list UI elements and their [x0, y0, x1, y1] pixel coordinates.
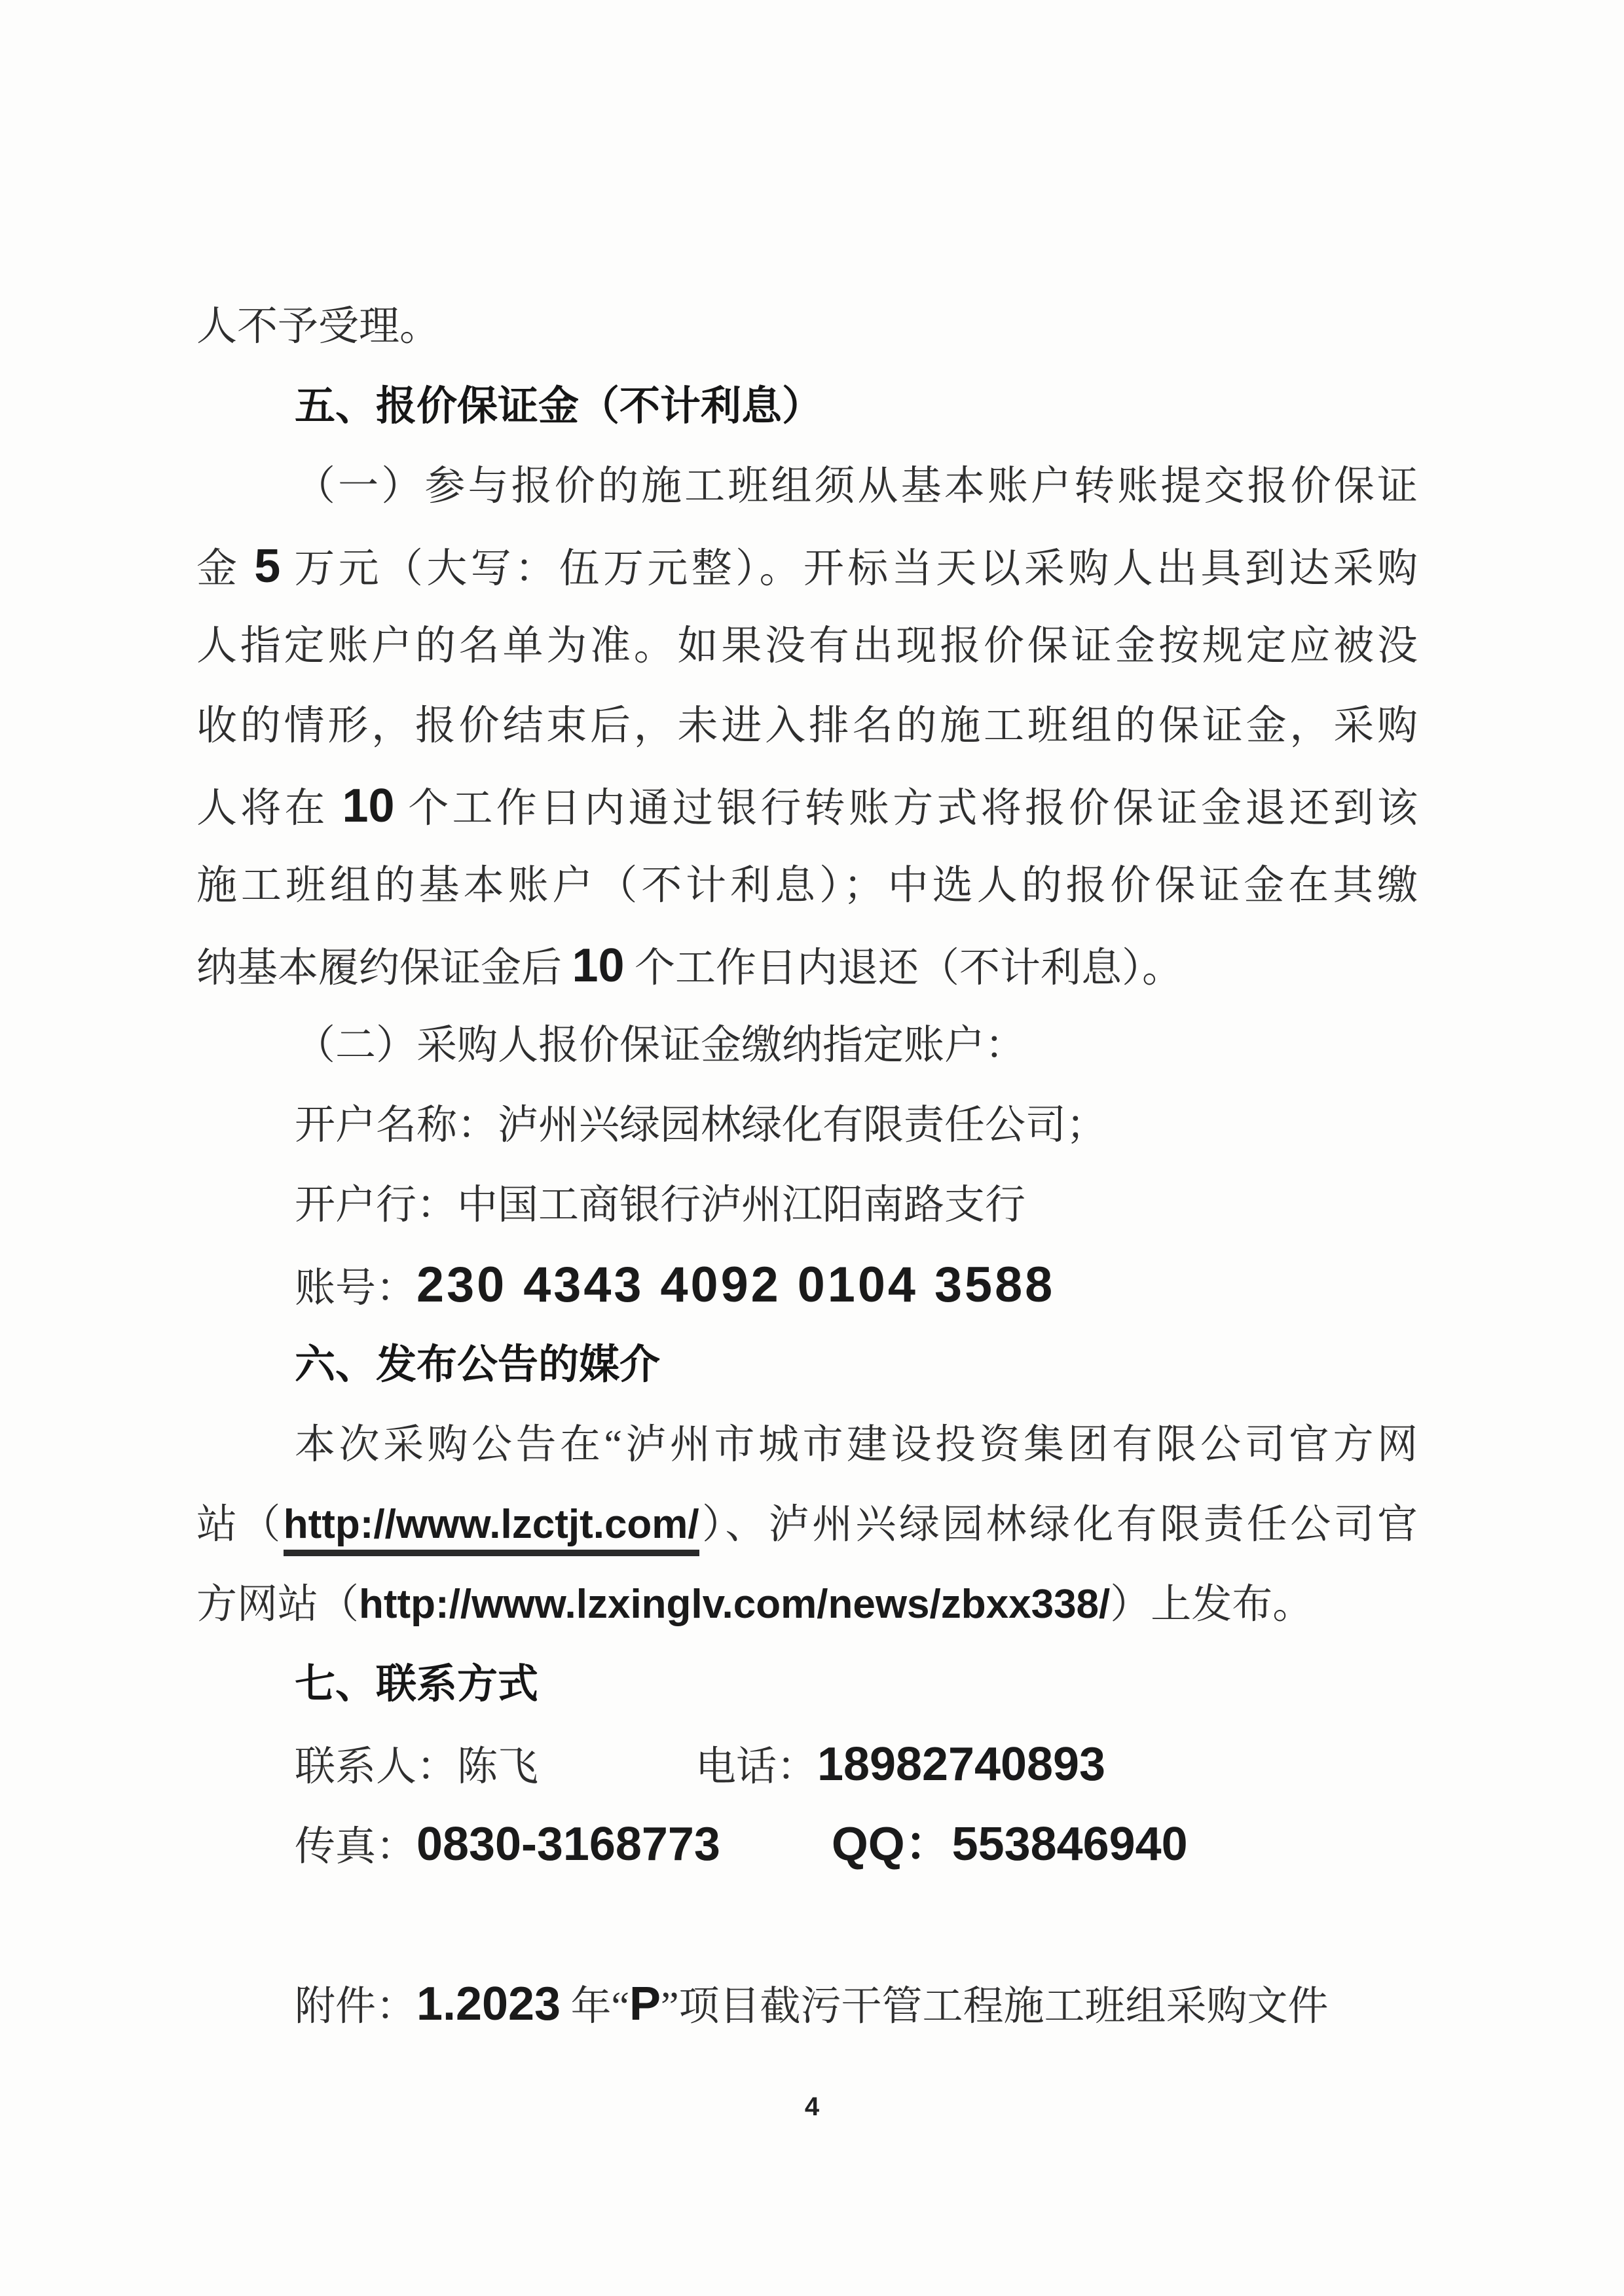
attachment-label: 附件： — [295, 1984, 417, 2029]
body-text: ”项目截污干管工程施工班组采购文件 — [660, 1984, 1329, 2029]
body-text: 个工作日内通过银行转账方式将报价保证金退还到该 — [394, 786, 1418, 831]
body-text: 站（ — [196, 1503, 284, 1547]
para-bid-bond-line5 — [196, 766, 1418, 846]
para-bid-bond-line3 — [196, 606, 1418, 686]
heading-section6-announcement-media — [196, 1325, 1418, 1405]
line-bank-branch — [196, 1165, 1418, 1245]
line-account-number — [196, 1245, 1418, 1325]
heading-section7-contact — [196, 1645, 1418, 1724]
attachment-index-year: 1.2023 — [416, 1978, 561, 2030]
body-text: （一）参与报价的施工班组须从基本账户转账提交报价保证 — [295, 464, 1418, 509]
body-text: 收的情形，报价结束后，未进入排名的施工班组的保证金，采购 — [196, 704, 1418, 748]
body-text: （二）采购人报价保证金缴纳指定账户： — [295, 1023, 1026, 1068]
line-contact-person-phone — [196, 1724, 1418, 1804]
body-text: 金 — [196, 547, 255, 591]
document-body — [196, 287, 1418, 2044]
workdays-number: 10 — [342, 780, 395, 832]
heading-text: 五、报价保证金（不计利息） — [295, 384, 823, 429]
contact-person: 联系人：陈飞 — [295, 1745, 539, 1789]
para-designated-account-intro — [196, 1006, 1418, 1085]
body-text: 开户行：中国工商银行泸州江阳南路支行 — [295, 1183, 1026, 1228]
body-text: 本次采购公告在“泸州市城市建设投资集团有限公司官方网 — [295, 1423, 1418, 1467]
body-text: ）上发布。 — [1110, 1582, 1314, 1627]
para-media-line1 — [196, 1405, 1418, 1485]
body-text: 年“ — [560, 1984, 629, 2029]
body-text: 万元（大写：伍万元整）。开标当天以采购人出具到达采购 — [280, 547, 1418, 591]
line-account-name — [196, 1085, 1418, 1165]
body-text: 人指定账户的名单为准。如果没有出现报价保证金按规定应被没 — [196, 624, 1418, 668]
heading-section5-bid-bond — [196, 367, 1418, 446]
account-number-value: 230 4343 4092 0104 3588 — [416, 1258, 1056, 1313]
qq-label: QQ： — [831, 1818, 952, 1870]
para-bid-bond-line6 — [196, 846, 1418, 926]
phone-number: 18982740893 — [817, 1738, 1105, 1791]
fax-label: 传真： — [295, 1825, 417, 1869]
para-bid-bond-line4 — [196, 686, 1418, 766]
body-text: 人将在 — [196, 786, 342, 831]
blank-line — [196, 1884, 1418, 1964]
lzctjt-url: http://www.lzctjt.com/ — [284, 1502, 699, 1556]
lzxinglv-url: http://www.lzxinglv.com/news/zbxx338/ — [359, 1582, 1111, 1627]
para-bid-bond-line2 — [196, 526, 1418, 606]
body-text: 施工班组的基本账户（不计利息）；中选人的报价保证金在其缴 — [196, 864, 1418, 908]
body-text: 开户名称：泸州兴绿园林绿化有限责任公司； — [295, 1103, 1107, 1148]
body-text: ）、泸州兴绿园林绿化有限责任公司官 — [699, 1503, 1418, 1547]
project-code: P — [629, 1978, 661, 2030]
line-attachment — [196, 1964, 1418, 2044]
body-text: 纳基本履约保证金后 — [196, 946, 572, 991]
phone-label: 电话： — [695, 1745, 818, 1789]
page-number: 4 — [804, 2092, 820, 2121]
heading-text: 六、发布公告的媒介 — [295, 1343, 661, 1387]
qq-number: 553846940 — [951, 1818, 1188, 1870]
body-text: 人不予受理。 — [196, 304, 441, 349]
bond-amount-number: 5 — [254, 540, 281, 592]
workdays-number-2: 10 — [572, 939, 625, 992]
para-media-line3 — [196, 1565, 1418, 1645]
body-text: 个工作日内退还（不计利息）。 — [624, 946, 1183, 991]
line-not-accepted — [196, 287, 1418, 367]
heading-text: 七、联系方式 — [295, 1662, 539, 1707]
fax-number: 0830-3168773 — [416, 1818, 720, 1870]
line-fax-qq — [196, 1804, 1418, 1884]
account-number-label: 账号： — [295, 1266, 417, 1311]
para-bid-bond-line1 — [196, 446, 1418, 526]
para-bid-bond-line7 — [196, 926, 1418, 1006]
para-media-line2 — [196, 1485, 1418, 1565]
body-text: 方网站（ — [196, 1582, 360, 1627]
